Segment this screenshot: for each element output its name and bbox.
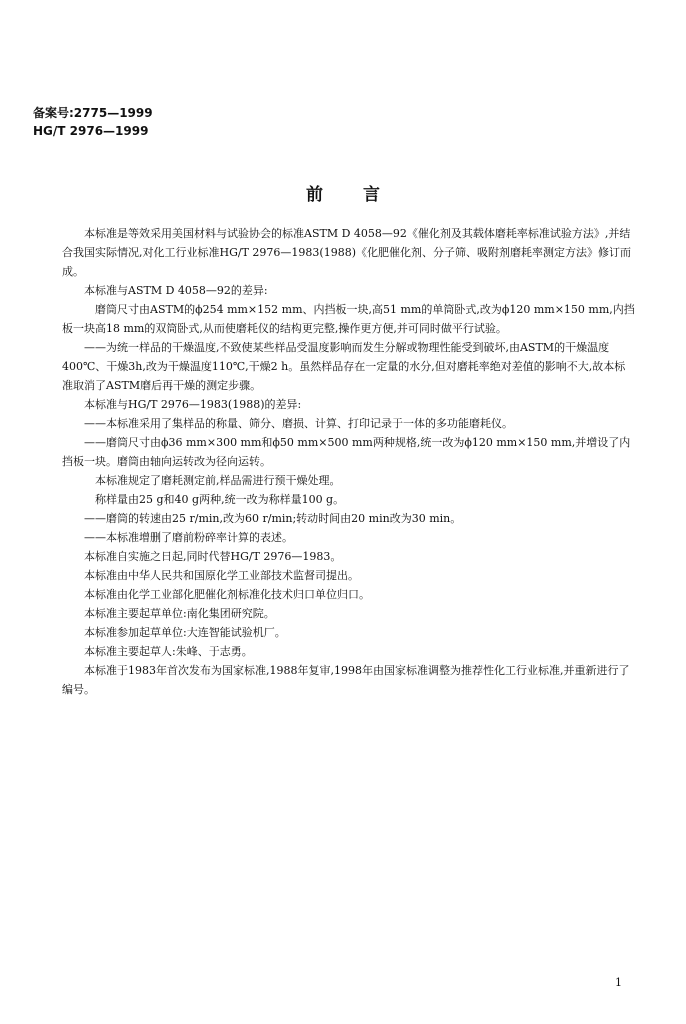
paragraph-drying-temp: ——为统一样品的干燥温度,不致使某些样品受温度影响而发生分解或物理性能受到破坏,由ASTM的干燥温度400℃、干燥3h,改为干燥温度110℃,干燥2 h。虽然样品存在一定量的水分,但对磨耗率绝对差值的影响不大,故本标准取消了ASTM磨后再干燥的测定步骤。	[62, 341, 626, 392]
paragraph-drafters: 本标准主要起草人:朱峰、于志勇。	[84, 645, 253, 658]
record-number: 备案号:2775—1999	[33, 106, 153, 120]
paragraph-multifunction-tester: ——本标准采用了集样品的称量、筛分、磨损、计算、打印记录于一体的多功能磨耗仪。	[84, 417, 513, 430]
paragraph-rotation-speed: ——磨筒的转速由25 r/min,改为60 r/min;转动时间由20 min改为30 min。	[84, 512, 462, 525]
paragraph-astm-diff-heading: 本标准与ASTM D 4058—92的差异:	[84, 284, 268, 297]
paragraph-administered-by: 本标准由化学工业部化肥催化剂标准化技术归口单位归口。	[84, 588, 370, 601]
paragraph-drum-size-astm: 磨筒尺寸由ASTM的ϕ254 mm×152 mm、内挡板一块,高51 mm的单筒卧式,改为ϕ120 mm×150 mm,内挡板一块高18 mm的双筒卧式,从而使磨耗仪的结构更完整,操作更方便,并可同时做平行试验。	[62, 303, 635, 335]
paragraph-predrying: 本标准规定了磨耗测定前,样品需进行预干燥处理。	[95, 474, 341, 487]
document-header	[33, 104, 153, 140]
paragraph-history: 本标准于1983年首次发布为国家标准,1988年复审,1998年由国家标准调整为推荐性化工行业标准,并重新进行了编号。	[62, 664, 630, 696]
paragraph-participating-unit: 本标准参加起草单位:大连智能试验机厂。	[84, 626, 286, 639]
paragraph-sample-weight: 称样量由25 g和40 g两种,统一改为称样量100 g。	[95, 493, 345, 506]
paragraph-proposed-by: 本标准由中华人民共和国原化学工业部技术监督司提出。	[84, 569, 359, 582]
paragraph-main-drafter-unit: 本标准主要起草单位:南化集团研究院。	[84, 607, 275, 620]
paragraph-intro: 本标准是等效采用美国材料与试验协会的标准ASTM D 4058—92《催化剂及其载体磨耗率标准试验方法》,并结合我国实际情况,对化工行业标准HG/T 2976—1983(1988)《化肥催化剂、分子筛、吸附剂磨耗率测定方法》修订而成。	[62, 227, 631, 278]
standard-number: HG/T 2976—1999	[33, 124, 149, 138]
page-number: 1	[615, 976, 622, 989]
paragraph-hgt-diff-heading: 本标准与HG/T 2976—1983(1988)的差异:	[84, 398, 302, 411]
paragraph-replacement: 本标准自实施之日起,同时代替HG/T 2976—1983。	[84, 550, 342, 563]
foreword-body	[62, 224, 636, 699]
page-title: 前言	[306, 185, 420, 205]
paragraph-drum-size-hgt: ——磨筒尺寸由ϕ36 mm×300 mm和ϕ50 mm×500 mm两种规格,统一改为ϕ120 mm×150 mm,并增设了内挡板一块。磨筒由轴向运转改为径向运转。	[62, 436, 631, 468]
paragraph-crushing-rate: ——本标准增删了磨前粉碎率计算的表述。	[84, 531, 293, 544]
